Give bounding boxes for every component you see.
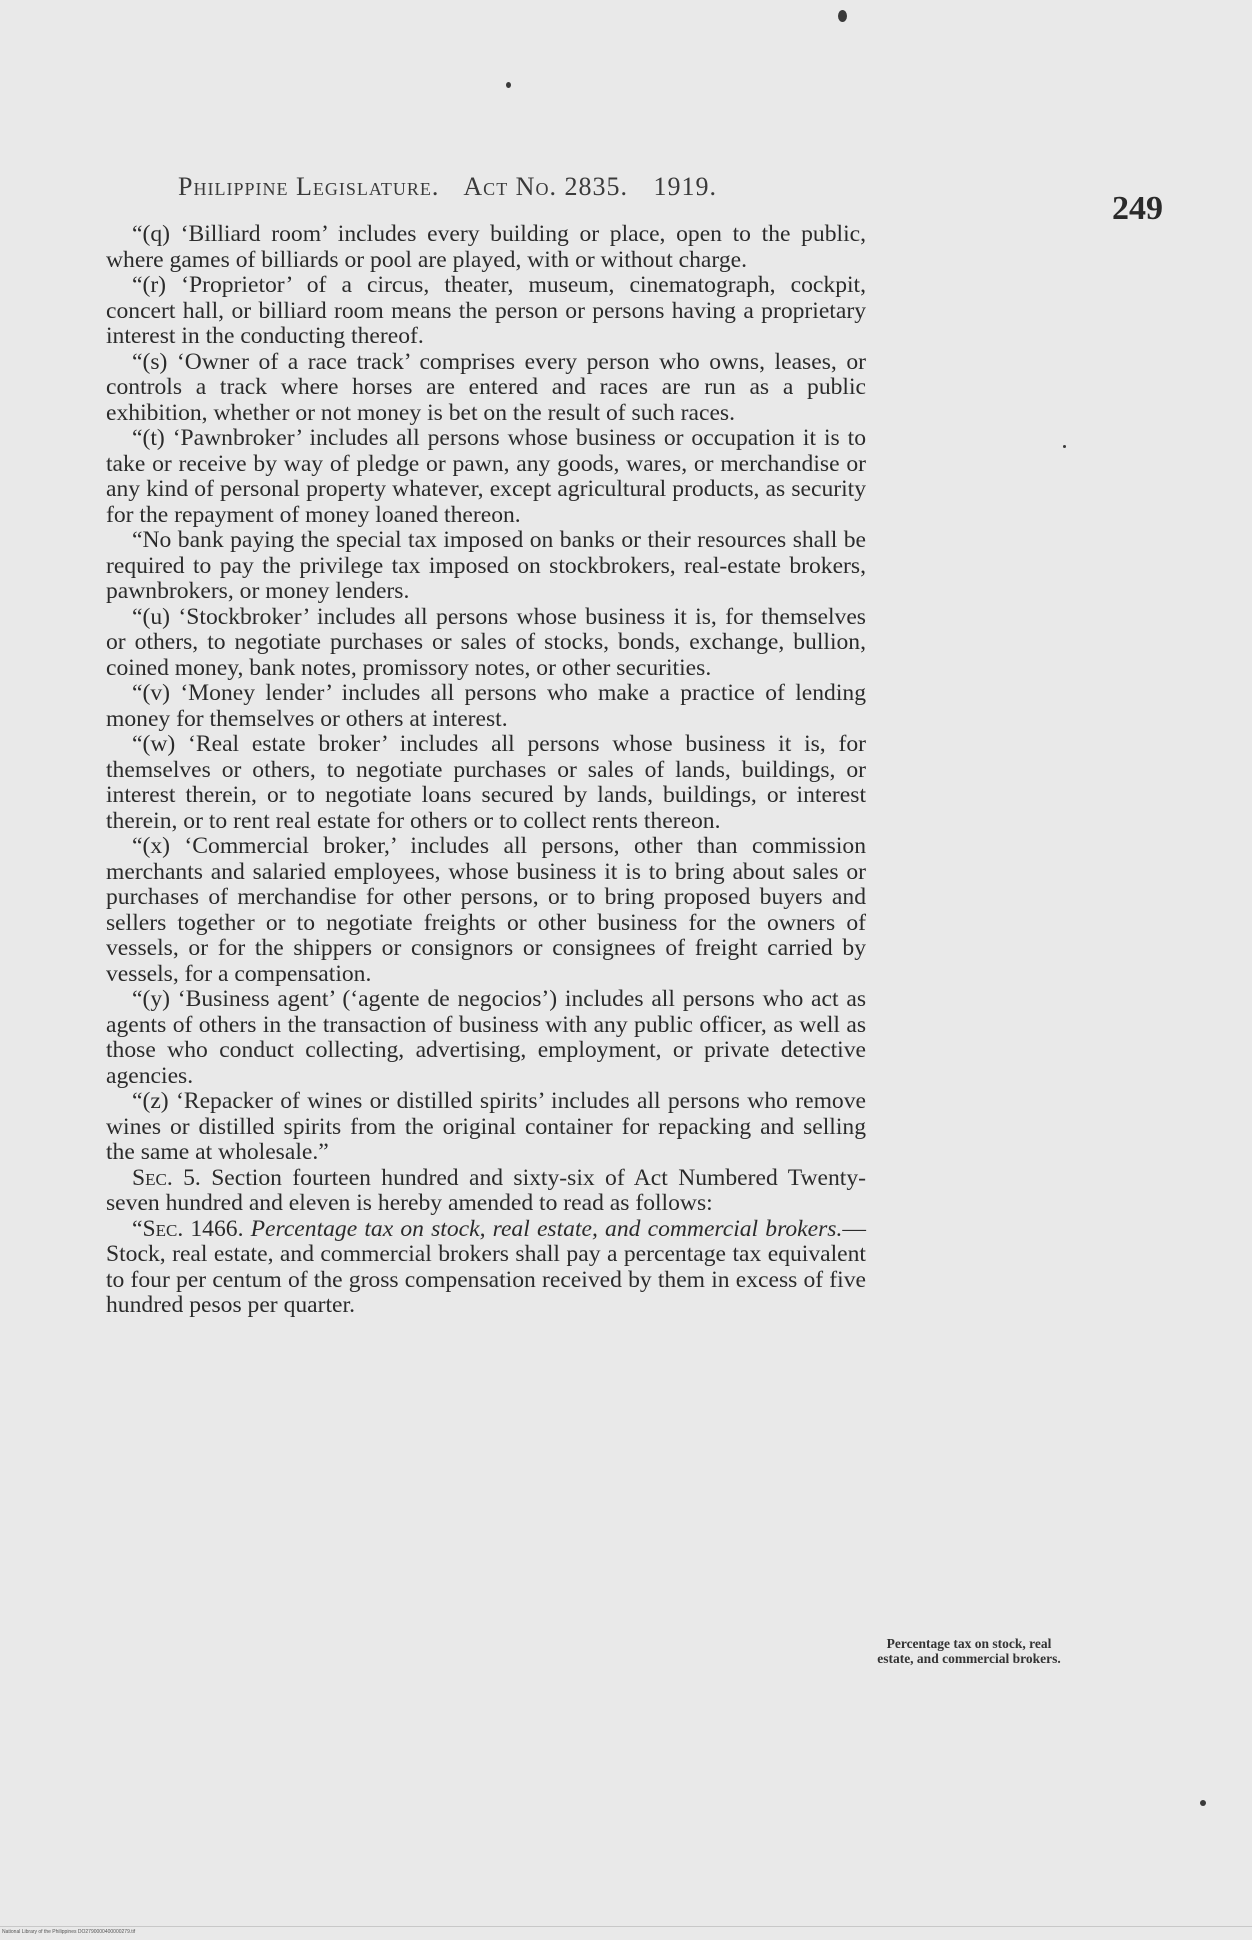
- paragraph-w: “(w) ‘Real estate broker’ includes all persons whose business it is, for themselves or others, to negotiate purchases or sales of lands, buildings, or interest therein, or to negotiate loans secured by lands, buildings, or interest therein, or to rent real estate for others or to collect rents thereon.: [106, 731, 866, 834]
- section-label: Sec. 5.: [132, 1164, 201, 1191]
- running-head: [178, 172, 735, 202]
- section-text: Section fourteen hundred and sixty-six of Act Numbered Twenty-seven hundred and eleven is hereby amended to read as follows:: [106, 1164, 866, 1216]
- paragraph-v: “(v) ‘Money lender’ includes all persons who make a practice of lending money for themselves or others at interest.: [106, 680, 866, 732]
- page-number: 249: [1112, 190, 1163, 227]
- footer-rule: [0, 1926, 1252, 1927]
- paragraph-u: “(u) ‘Stockbroker’ includes all persons whose business it is, for themselves or others, to negotiate purchases or sales of stocks, bonds, exchange, bullion, coined money, bank notes, promissory notes, or other securities.: [106, 603, 866, 681]
- body-text: [106, 222, 866, 1319]
- paragraph-bank-exemption: “No bank paying the special tax imposed on banks or their resources shall be required to pay the privilege tax imposed on stockbrokers, real-estate brokers, pawnbrokers, or money lenders.: [106, 527, 866, 604]
- paragraph-s: “(s) ‘Owner of a race track’ comprises every person who owns, leases, or controls a track where horses are entered and races are run as a public exhibition, whether or not money is bet on the result of such races.: [106, 348, 866, 426]
- running-head-act: Act No. 2835.: [463, 172, 628, 201]
- amended-heading: Percentage tax on stock, real estate, and commercial brokers.: [250, 1215, 843, 1242]
- section-5-paragraph: [106, 1166, 866, 1217]
- running-head-year: 1919.: [653, 172, 717, 201]
- paragraph-q: “(q) ‘Billiard room’ includes every building or place, open to the public, where games of billiards or pool are played, with or without charge.: [106, 221, 866, 273]
- section-1466-paragraph: [106, 1217, 866, 1319]
- footer-credit: National Library of the Philippines DO2790000400000279.tif: [2, 1929, 136, 1935]
- paragraph-z: “(z) ‘Repacker of wines or distilled spirits’ includes all persons who remove wines or distilled spirits from the original container for repacking and selling the same at wholesale.”: [106, 1088, 866, 1165]
- running-head-title: Philippine Legislature.: [178, 172, 440, 201]
- paragraph-r: “(r) ‘Proprietor’ of a circus, theater, museum, cinematograph, cockpit, concert hall, or billiard room means the person or persons having a proprietary interest in the conducting thereof.: [106, 272, 866, 349]
- margin-note: Percentage tax on stock, real estate, and commercial brokers.: [877, 1636, 1061, 1666]
- ink-speck: [838, 10, 847, 22]
- ink-speck: [1063, 445, 1066, 448]
- paragraph-x: “(x) ‘Commercial broker,’ includes all persons, other than commission merchants and salaried employees, whose business it is to bring about sales or purchases of merchandise for other persons, or to bring proposed buyers and sellers together or to negotiate freights or other business for the owners of vessels, or for the shippers or consignors or consignees of freight carried by vessels, for a compensation.: [106, 833, 866, 987]
- paragraph-y: “(y) ‘Business agent’ (‘agente de negocios’) includes all persons who act as agents of others in the transaction of business with any public officer, as well as those who conduct collecting, advertising, employment, or private detective agencies.: [106, 986, 866, 1089]
- ink-speck: [1200, 1800, 1206, 1806]
- ink-speck: [506, 82, 511, 88]
- amended-label: “Sec. 1466.: [132, 1215, 244, 1242]
- amended-text: —Stock, real estate, and commercial brokers shall pay a percentage tax equivalent to four per centum of the gross compensation received by them in excess of five hundred pesos per quarter.: [106, 1215, 866, 1318]
- paragraph-t: “(t) ‘Pawnbroker’ includes all persons whose business or occupation it is to take or receive by way of pledge or pawn, any goods, wares, or merchandise or any kind of personal property whatever, except agricultural products, as security for the repayment of money loaned thereon.: [106, 425, 866, 528]
